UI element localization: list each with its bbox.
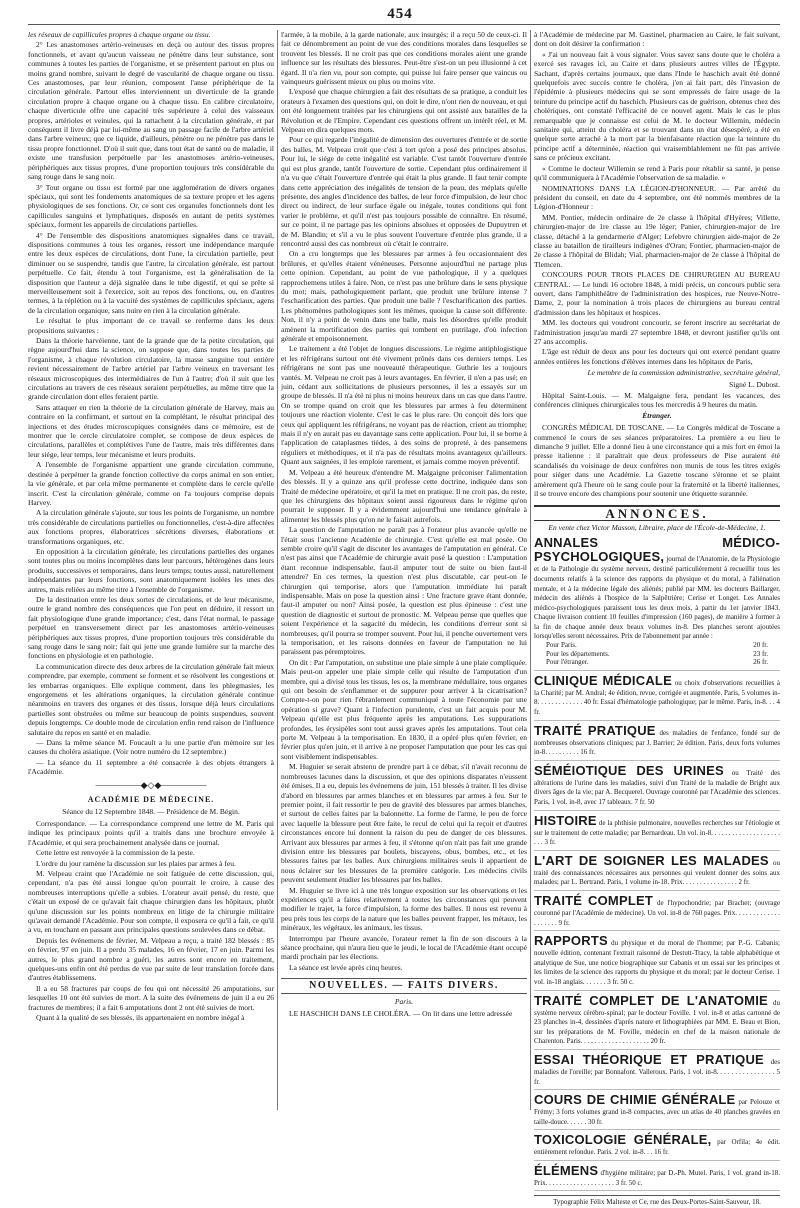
ad-body: par Orfila; 4e édit. entièrement refondue. Paris. 2 vol. in-8. . . 16 fr. [534,1138,781,1157]
paragraph: Depuis les événemens de février, M. Velpeau a reçu, a traité 182 blessés : 85 en février, 97 en juin. Il a perdu 35 malades, 16 en février, 17 en juin. Parmi les autres, le plus grand nombre a guéri, les autres sont encore en traitement, quelques-uns enfin ont été perdus de vue par suite de leur translation forcée dans d'autres établissemens. [28,935,274,983]
paragraph: Sans attaquer en rien la théorie de la circulation générale de Harvey, mais au contraire en la confirmant, et surtout en la complétant, le résultat principal des injections et des études microscopiques consignées dans ce mémoire, est de montrer que le cercle circulatoire complet, se compose de deux espèces de circulations, parallèles et complétives l'une de l'autre, mais très différentes dans leur siége, leur temps, leur mécanisme et leurs produits. [28,402,274,459]
ad-item [534,894,780,931]
ad-item [534,814,780,851]
news-subtitle: Paris. [394,996,414,1006]
price-label: Pour les départements. [546,649,610,658]
paragraph: MM. Pontier, médecin ordinaire de 2e classe à l'hôpital d'Hyères; Villette, chirurgien-major de 1re classe au 19e léger; Panier, chirurgien-major de 1re classe, détaché à la gendarmerie d'Alger; Lefebvre chirurgien aide-major de 2e classe au bataillon de tirailleurs indigènes d'Oran; Fontier, pharmacien-major de 2e classe à l'hôpital de Blidah; Vial, pharmacien-major de 2e classe à l'hôpital de Tlemcen. [534,212,780,269]
ad-item [534,1133,780,1161]
ad-body: du physique et du moral de l'homme; par P.-G. Cabanis; nouvelle édition, contenant l'extrait raisonné de Destutt-Tracy, la table alphabétique et analytique de Sue, une notice biographique sur Cabanis et un essai sur les principes et les limites de la science des rapports du physique et du moral; par le docteur Cerise. 1 vol. in-18 anglais. . . . . . . 3 fr. 50 c. [534,939,780,986]
ads-title: ANNONCES. [534,505,780,521]
ad-item [534,724,780,761]
top-rule [28,24,780,25]
price-value: 23 fr. [753,649,768,658]
ad-item [534,934,780,990]
paragraph: M. Huguier se livre ici à une très longue exposition sur les observations et les expériences qu'il a faites relativement à toutes les circonstances qui peuvent modifier le trajet, la force d'impulsion, la forme des balles. Il nous est revenu à peu près tous les corps de la nature que les balles peuvent frapper, les métaux, les minéraux, les végétaux, les animaux, les tissus. [281,885,527,933]
ad-body: de la phthisie pulmonaire, nouvelles recherches sur l'étiologie et sur le traitement de cette maladie; par Bernardeau. Un vol. in-8. . . . . . . . . . . . . . . . . . . . . . . 3 fr. [534,818,781,847]
paragraph: La question de l'amputation ne paraît pas à l'orateur plus avancée qu'elle ne l'était sous l'ancienne Académie de chirurgie. C'est qu'elle est mal posée. On semble croire qu'il s'agit de discuter les avantages de l'amputation en général. Ce n'est pas ainsi que l'Académie de chirurgie avait posé la question : L'amputation étant reconnue indispensable, faut-il amputer tout de suite ou bien faut-il attendre? En ces termes, la question n'est plus discutable, car peut-on le chirurgien qui temporise, alors que l'amputation immédiate lui paraît indispensable. Mais on pose la question ainsi : Une fracture grave étant donnée, faut-il amputer ou non? Ainsi posée, la question est plus épineuse : c'est une question de diagnostic et surtout de pronostic. M. Velpeau pense que quelles que soient l'expérience et la sagacité du médecin, les conditions d'erreur sont si nombreuses, qu'il pourra se tromper souvent. Pour lui, il penche ouvertement vers la temporisation, et les raisons données en faveur de l'amputation ne lui paraissent pas péremptoires. [281,525,527,657]
paragraph: Interrompu par l'heure avancée, l'orateur remet la fin de son discours à la séance prochaine, qui n'aura lieu que le jeudi, le local de l'Académie étant occupé mardi prochain par les élections. [281,933,527,962]
paragraph: — La séance du 11 septembre a été consacrée à des objets étrangers à l'Académie. [28,757,274,777]
paragraph: Le traitement a été l'objet de longues discussions. Le régime antiphlogistique et les réfrigérans surtout ont été vivement prônés dans ces derniers temps. Les réfrigérans ne sont pas une nouveauté thérapeutique. Guthrie les a toujours vantés. M. Velpeau ne croit pas à leurs avantages. En février, il n'en a pas usé; en juin, cédant aux sollicitations de plusieurs personnes, il les a essayés sur un groupe de blessés. Il n'a été ni plus ni moins heureux dans un cas que dans l'autre. On se trompe quand on croit que les blessures par armes à feu déterminent toujours une réaction violente. C'est le cas le plus rare. On conçoit dès lors que ceux qui appliquent les réfrigérans, ne voyant pas de réaction, crient au triomphe; mais il n'y en aurait pas eu davantage sans cette application. Pour lui, il se borne à l'application de cataplasmes tièdes, à des soins de propreté, à des pansemens réguliers et méthodiques, et il n'a pas de résultats moins avantageux qu'ailleurs. Quant aux saignées, il les emploie rarement, et jamais comme moyen préventif. [281,344,527,467]
ad-title: TRAITÉ PRATIQUE [534,722,656,738]
paragraph: L'ordre du jour ramène la discussion sur les plaies par armes à feu. [36,858,236,868]
paragraph: 2° Les anastomoses artério-veineuses en deçà ou autour des tissus propres fonctionnels, et avant qu'aucun vaisseau ne pénètre dans leur substance, sont communes à toutes les parties de l'organisme, et se présentent partout en plus ou moins grand nombre, suivant le degré de vascularité de chaque organe ou tissu. Ces anastomoses, par leur réunion, composent l'anse périphérique de la circulation générale. Partout elles interviennent un diverticule de la grande circulation propre à chaque organe ou à chaque tissu. En calibre circulatoire, chaque diverticule offre une capacité très supérieure à celui des vaisseaux propres, artérioles et veinules, qui la rattachent à la circulation générale, et par conséquent il livre déjà par lui-même au sang un passage facile de l'arbre artériel dans l'arbre veineux; que ce liquide, d'ailleurs, pénètre ou ne pénètre pas dans le tissu propre fonctionnel. D'où il suit que, dans tout état de santé ou de maladie, il existe une transfusion perpétuelle par les anastomoses artério-veineuses, périphériques aux tissus propres, d'une proportion toujours très considérable du sang rouge dans le sang noir. [28,40,274,182]
ad-item [534,854,780,891]
paragraph: L'exposé que chaque chirurgien a fait des résultats de sa pratique, a conduit les orateurs à l'examen des questions qui, on doit le dire, n'ont rien de nouveau, et qui ont été longuement traitées par les chirurgiens qui ont assisté aux batailles de la Révolution et de l'Empire. Cependant ces questions offrent un intérêt réel, et M. Velpeau en dira quelques mots. [281,87,527,135]
column-1 [28,30,274,1110]
column-3 [534,30,781,1207]
paragraph: 3° Tout organe ou tissu est formé par une agglomération de divers organes spéciaux, qui sont les fondements anatomiques de sa texture propre et les agens physiologiques de ses fonctions. Or, ce sont ces organules fonctionnels dont les capillicules sanguins et lymphatiques, disposés en autant de petits systèmes spéciaux, forment les appareils de circulations partielles. [28,182,274,230]
ad-body: ou Traité des altérations de l'urine dans les maladies, suivi d'un Traité de la maladie de Bright aux divers âges de la vie; par A. Becquerel. Ouvrage couronné par l'Académie des sciences. Paris, 1 vol. in-8, avec 17 tableaux. 7 fr. 50 [534,768,781,806]
column-divider [530,30,531,1110]
ad-title: ÉLÉMENS [534,1162,599,1178]
column-2 [281,30,527,1110]
ad-item [534,674,780,721]
paragraph: M. Velpeau a été heureux d'entendre M. Malgaigne préconiser l'alimentation des blessés. Il y a quinze ans qu'il professe cette doctrine, indiquée dans son Traité de médecine opératoire, et qu'il la met en pratique. Il ne croit pas, du reste, que les chirurgiens des hôpitaux soient aussi rigoureux dans le régime qu'on pourrait le supposer. Il y a évidemment aujourd'hui une tendance générale à alimenter les blessés plus qu'on ne le faisait autrefois. [281,467,527,524]
paragraph: A l'ensemble de l'organisme appartient une grande circulation commune, destinée à perpétuer la grande fonction collective du corps animal en son entier, la vie générale, et par cela même permanente et complète dans le cercle qu'elle inscrit. C'est la circulation générale, comme on l'a toujours comprise depuis Harvey. [28,460,274,507]
ad-title: COURS DE CHIMIE GÉNÉRALE [534,1092,736,1108]
ad-title: RAPPORTS [534,933,608,949]
paragraph: les réseaux de capillicules propres à chaque organe ou tissu. [28,30,211,39]
ad-item [534,994,780,1050]
paragraph: CONCOURS POUR TROIS PLACES DE CHIRURGIEN AU BUREAU CENTRAL. — Le lundi 16 octobre 1848, à midi précis, un concours public sera ouvert, dans l'amphithéâtre de l'administration des hospices, rue Neuve-Notre-Dame, 2, pour la nomination à trois places de chirurgiens au bureau central d'admission dans les hôpitaux et hospices. [534,270,780,317]
paragraph: l'armée, à la mobile, à la garde nationale, aux insurgés; il a reçu 50 de ceux-ci. Il fait ce dénombrement au point de vue des conditions morales dans lesquelles se trouvent les blessés. Il ne croit pas que ces conditions morales aient une grande influence sur les résultats des blessures. Peut-être s'est-on un peu illusionné à cet égard. Il n'a rien vu, pour son compte, qui puisse lui faire penser que vaincus ou vainqueurs guérissent mieux ou plus ou moins vite. [281,30,527,87]
paragraph: Quant à la qualité de ses blessés, ils appartenaient en nombre inégal à [36,1013,245,1023]
ad-body: ou traité des connaissances nécessaires aux personnes qui veulent donner des soins aux malades; par L. Bertrand. Paris, 1 volume in-18. Prix. . . . . . . . . . . . . . . . 2 fr. [534,858,781,887]
paragraph: MM. les docteurs qui voudront concourir, se feront inscrire au secrétariat de l'administration jusqu'au mardi 27 septembre 1848, et devront justifier qu'ils ont 27 ans accomplis. [534,318,780,346]
ad-body: journal de l'Anatomie, de la Physiologie et de la Pathologie du système nerveux, destiné particulièrement à recueillir tous les documents relatifs à la science des rapports du physique et du moral, à l'aliénation mentale, et à la médecine légale des aliénés; publié par MM. les docteurs Baillarger, médecin des aliénés à l'hospice de la Salpêtrière; Cerise et Longet. Les Annales médico-psychologiques paraissent tous les deux mois, à partir du 1er janvier 1843. Chaque livraison contient 10 feuilles d'impression (160 pages), de manière à former à la fin de chaque année deux beaux volumes in-8. Des planches seront ajoutées lorsqu'elles seront nécessaires. Prix de l'abonnement par année : [534,555,781,641]
paragraph: Il a eu 58 fractures par coups de feu qui ont nécessité 26 amputations, sur lesquelles 10 ont été suivies de mort. A la suite des événemens de juin il a eu 26 fractures de membres; il a fait 6 amputations dont 2 ont été suivies de mort. [28,983,274,1012]
paragraph: Correspondance. — La correspondance comprend une lettre de M. Paris qui indique les principaux points qu'il a traités dans une brochure envoyée à l'Académie, et qui sera prochainement analysée dans ce journal. [28,818,274,847]
paragraph: « Comme le docteur Willemin se rend à Paris pour rétablir sa santé, je pense qu'il communiquera à l'Académie l'observation de sa maladie. » [534,163,780,183]
paragraph: En opposition à la circulation générale, les circulations partielles des organes sont toutes plus ou moins incomplètes dans leur parcours, hétérogènes dans leurs produits, successives et temporaires, dans leurs temps; toutes aussi, naturellement indépendantes par leurs fonctions, sont anatomiquement isolées les unes des autres, mais reliées au même titre à l'ensemble de l'organisme. [28,546,274,594]
ad-title: TRAITÉ COMPLET DE L'ANATOMIE [534,992,768,1008]
price-value: 20 fr. [753,641,768,650]
price-row [534,641,780,650]
page-number: 454 [387,6,413,22]
ornament-divider: —————◆◇◆————— [95,779,207,790]
ad-body: ou choix d'observations recueillies à la Charité; par M. Andral; 4e édition, revue, corrigée et augmentée. Paris, 5 volumes in-8. . . . . . . . . . . . . 40 fr. Essai d'hématologie pathologique; par le même. Paris, in-8. . . 4 fr. [534,678,780,717]
ad-item [534,764,780,811]
paragraph: A la circulation générale s'ajoute, sur tous les points de l'organisme, un nombre très considérable de circulations partielles ou fonctionnelles, c'est-à-dire affectées aux fonctions propres, élaboratrices sécrétions diverses, élaborations et transformations organiques, etc. [28,508,274,546]
paragraph: La communication directe des deux arbres de la circulation générale fait mieux comprendre, par exemple, comment se forment et se résolvent les congestions et les embarras organiques. Elle explique comment, dans les phlegmasies, les engorgemens et les altérations organiques, la circulation générale continue néanmoins en travers des organes et des tissus, lorsque déjà leurs circulations partielles sont obstruées ou même sur beaucoup de points suspendues, souvent depuis longtemps. Ce double mode de circulation enfin rend raison de l'influence salutaire du repos en santé et en maladie. [28,661,274,737]
paragraph: Hôpital Saint-Louis. — M. Malgaigne fera, pendant les vacances, des conférences cliniques chirurgicales tous les mercredis à 9 heures du matin. [534,391,780,410]
paragraph: De la destination entre les deux sortes de circulations, et de leur mécanisme, outre le grand nombre des conséquences que l'on peut en déduire, il ressort un fait physiologique d'une grande importance; c'est, dans l'état normal, le passage perpétuel en transversement direct par les anastomoses artério-veineuses périphériques aux tissus propres, d'une proportion toujours très considérable du sang rouge dans le sang noir; fait qui jette une grande lumière sur la marche des fonctions en physiologie et en pathologie. [28,594,274,661]
ad-item [534,1053,780,1090]
ad-body: du système nerveux cérébro-spinal; par le docteur Foville. 1 vol. in-8 et atlas cartonné de 23 planches in-4, dessinées d'après nature et lithographiées par MM. E. Beau et Bion, sur les préparations de M. Foville, médecin en chef de la maison nationale de Charenton. Paris. . . . . . . . . . . . . . . . . . . . 20 fr. [534,998,781,1046]
paragraph: 4° De l'ensemble des dispositions anatomiques signalées dans ce travail, dispositions communes à tous les organes, ressort une indépendance marquée entre les deux espèces de circulations, dont l'une, la circulation partielle, peut diminuer ou se suspendre, tandis que l'autre, la circulation générale, est partout perpétuelle. Ce fait, étendu à tout l'organisme, est la généralisation de la disposition que l'auteur a déjà signalée dans le tube digestif, et qui se prête si merveilleusement soit à l'exercice, soit au repos des fonctions, ou, en d'autres termes, à la réplétion ou à la vacuité des systèmes de capillicules spéciaux, agens de la circulation organique, sans nuire en rien à la circulation générale. [28,230,274,315]
price-label: Pour Paris. [546,641,577,650]
paragraph: — Dans la même séance M. Foucault a lu une partie d'un mémoire sur les causes du choléra asiatique. (Voir notre numéro du 12 septembre.) [28,738,274,757]
printer-footer: Typographie Félix Malteste et Ce, rue des Deux-Portes-Saint-Sauveur, 18. [534,1195,780,1207]
signature-line: Le membre de la commission administrative, secrétaire général, [587,368,780,378]
paragraph: Dans la théorie harvéienne, tant de la grande que de la petite circulation, qui règne aujourd'hui dans la science, on suppose que, dans toutes les parties de l'organisme, à chaque révolution circulatoire, la masse sanguine tout entière revient nécessairement de l'arbre artériel par l'arbre veineux en traversant les réseaux microscopiques des intermédiaires de l'un à l'autre; d'où il suit que les circulations au travers de ces réseaux seraient perpétuelles, au même titre que la grande circulation dont elles feraient partie. [28,336,274,402]
ad-title: ANNALES MÉDICO-PSYCHOLOGIQUES, [534,535,780,565]
ad-title: ESSAI THÉORIQUE ET PRATIQUE [534,1051,764,1067]
ad-body: de l'hypochondrie; par Brachet; (ouvrage couronné par l'Académie de médecine). Un vol. in-8 de 760 pages. Prix. . . . . . . . . . . . . . . . . . . . 9 fr. [534,898,781,927]
paragraph: Pour ce qui regarde l'inégalité de dimension des ouvertures d'entrée et de sortie des balles, M. Velpeau croit que c'est à tort qu'on a posé des principes absolus. Pour lui, le siége de cette inégalité est variable. C'est tantôt l'ouverture d'entrée qui est plus grande, tantôt l'ouverture de sortie. Cependant plus ordinairement il n'a vu que c'était l'ouverture d'entrée qui était la plus grande. Il faut tenir compte dans cette appréciation des inégalités de tension de la peau, des méplats qu'elle présente, des angles d'incidence des balles, de leur force d'impulsion, de leur choc direct ou indirect, de leur surface égale ou inégale, toutes conditions qui font varier le problème, et qu'il n'est pas toujours possible de connaître. En résumé, sur ce point, il ne partage pas les opinions absolues et opposées de Dupuytren et de M. Blandin; et s'il a vu le plus souvent l'ouverture d'entrée plus grande, il a rencontré aussi des cas nombreux où c'était le contraire. [281,135,527,248]
paragraph: CONGRÈS MÉDICAL DE TOSCANE. — Le Congrès médical de Toscane a commencé le cours de ses séances préparatoires. La première a eu lieu le dimanche 9 juillet. Elle a donné lieu à une circonstance qui a mis fort en émoi la presse italienne : il paraîtrait que deux professeurs de Pise auraient été scandalisés du voisinage de deux confrères non munis de tous les titres exigés pour siéger dans une Académie. La Gazette toscane s'étonne et se plaint amèrement qu'à l'heure où le sang coule pour la fraternité et la liberté italiennes, il se trouve encore des champions pour soutenir une étiquette surannée. [534,423,780,499]
ad-body: par Pelouze et Frémy; 3 forts volumes grand in-8 compactes, avec un atlas de 40 planches gravées en taille-douce. . . . . . 30 fr. [534,1098,780,1126]
column-divider [277,30,278,1110]
paragraph: LE HASCHICH DANS LE CHOLÉRA. — On lit dans une lettre adressée [289,1009,513,1019]
ad-title: SÉMÉIOTIQUE DES URINES [534,762,724,778]
paragraph: La séance est levée après cinq heures. [289,962,403,972]
ad-item [534,536,780,671]
paragraph: M. Huguier se serait abstenu de prendre part à ce débat, s'il n'avait reconnu de nombreuses lacunes dans la discussion, et que des opinions disparates n'eussent été émises. Il a eu, depuis les événemens de juin, 151 blessés à traiter. Il les divise d'abord en blessures par armes blanches et en blessures par armes à feu. Sur le premier point, il fait ressortir le peu de gravité des blessures par armes blanches, et surtout de celles faites par la baïonnette. La forme de l'arme, le peu de force avec laquelle la blessure peut être faite, le recul de celui qui la reçoit et d'autres circonstances encore lui donnent la raison du peu de danger de ces blessures. Arrivant aux blessures par armes à feu, il s'étonne qu'on n'ait pas fait une grande division entre les blessures par boulets, biscayens, obus, bombes, etc., et les blessures faites par les balles. Aux chirurgiens militaires seuls il appartient de nous éclairer sur les blessures de la première catégorie. Les médecins civils peuvent seulement étudier les blessures par les balles. [281,762,527,885]
ad-title: HISTOIRE [534,812,597,828]
section-title: Étranger. [642,410,672,420]
price-label: Pour l'étranger. [546,658,589,667]
ad-item [534,1164,780,1192]
section-subtitle: Séance du 12 Septembre 1848. — Présidence de M. Bégin. [62,806,240,816]
paragraph: « J'ai un nouveau fait à vous signaler. Vous savez sans doute que le choléra a exercé ses ravages ici, au Caire et dans plusieurs autres villes de l'Égypte. Sachant, d'après certains journaux, que dans l'Inde le haschich avait été donné quelquefois avec succès contre le choléra, j'en ai fait part, dès l'invasion de l'épidémie à plusieurs médecins qui se sont empressés de faire usage de la teinture du principe actif du haschich. Plusieurs cas de guérison, obtenus chez des cholériques, ont constaté l'efficacité de ce nouvel agent. Mais le cas le plus remarquable que je connaisse est celui de M. le docteur Willemin, médecin sanitaire qui, atteint du choléra et se trouvant dans un état désespéré, a été en quelque sorte arraché à la mort par la bienfaisante réaction que la teinture du principe actif a déterminée, réaction qui vraisemblablement ne fût pas arrivée sans ce précieux excitant. [534,49,780,163]
paragraph: Cette lettre est renvoyée à la commission de la peste. [36,848,195,858]
paragraph: NOMINATIONS DANS LA LÉGION-D'HONNEUR. — Par arrêté du président du conseil, en date du 4 septembre, ont été nommés membres de la Légion-d'Honneur : [534,183,780,212]
paragraph: On a cru longtemps que les blessures par armes à feu occasionnaient des brûlures, et qu'elles étaient vénéneuses. Personne aujourd'hui ne partage plus cette opinion. Cependant, au point de vue pathologique, il y a quelques rapprochemens utiles à faire. Non, ce n'est pas une brûlure dans le sens physique du mot; mais, pathologiquement parlant, que produit une brûlure intense ? l'escharification des parties. Que produit une balle ? l'escharification des parties. Les phénomènes pathologiques sont les mêmes, quoique la cause soit différente. Non, il n'y a point de venin dans une balle, mais les désordres qu'elle produit amènent la mortification des parties qui tombent en putrilage, d'où infection générale et empoisonnement. [281,249,527,343]
ad-title: L'ART DE SOIGNER LES MALADES [534,852,769,868]
ad-title: CLINIQUE MÉDICALE [534,672,672,688]
ad-body: d'hygiène militaire; par D.-Ph. Mutel. Paris, 1 vol. grand in-18. Prix. . . . . . . . . . . . . . . . . . . . 3 fr. 50 c. [534,1168,780,1187]
signature: Signé L. Dubost. [729,379,780,389]
section-title: ACADÉMIE DE MÉDECINE. [87,795,215,805]
ad-title: TRAITÉ COMPLET [534,892,653,908]
ad-body: des maladies de l'enfance, fondé sur de nombreuses observations cliniques; par J. Barrier; 2e édition. Paris, deux forts volumes in-8. . . . . . . . . . 16 fr. [534,728,780,757]
price-row [534,658,780,667]
ad-body: des maladies de l'oreille; par Bonnafont. Valleroux. Paris, 1 vol. in-8. . . . . . . . . . . . . . . . 5 fr. [534,1057,780,1086]
price-value: 26 fr. [753,658,768,667]
paragraph: On dit : Par l'amputation, on substitue une plaie simple à une plaie compliquée. Mais peut-on appeler une plaie simple celle qui résulte de l'amputation d'un membre, qui a divisé tous les tissus, les os, la membrane médullaire, tous organes qui ont besoin de s'enflammer et de suppurer pour arriver à la cicatrisation? Compte-t-on pour rien l'ébranlement communiqué à toute l'économie par une opération si grave? Quant à l'infection purulente, c'est un fait acquis pour M. Velpeau qu'elle est plus fréquente après les amputations. Les suppurations profondes, les érysipèles sont tout aussi graves après les amputations. Tout cela porte M. Velpeau à la temporisation. En 1830, il a opéré plus qu'en février, en février plus qu'en juin, et il arrive à ne proposer l'amputation que pour les cas qui sont visiblement indispensables. [281,657,527,761]
paragraph: Le résultat le plus important de ce travail se renferme dans les deux propositions suivantes : [28,316,274,335]
ad-item [534,1093,780,1130]
paragraph: L'âge est réduit de deux ans pour les docteurs qui ont exercé pendant quatre années entières les fonctions d'élèves internes dans les hôpitaux de Paris, [534,347,780,366]
paragraph: à l'Académie de médecine par M. Gastinel, pharmacien au Caire, le fait suivant, dont on doit désirer la confirmation : [534,30,780,49]
news-title: NOUVELLES. — FAITS DIVERS. [281,978,527,993]
ad-title: TOXICOLOGIE GÉNÉRALE, [534,1132,712,1148]
ads-subtitle: En vente chez Victor Masson, Libraire, place de l'École-de-Médecine, 1. [548,522,766,532]
paragraph: M. Velpeau craint que l'Académie ne soit fatiguée de cette discussion, qui, cependant, n'a pas été aussi longue qu'on pourrait le croire, à cause des nombreuses interruptions qu'elle a subies. L'orateur avait pensé, du reste, que c'était un exposé de ce qu'avait fait chaque chirurgien dans les hôpitaux, plutôt qu'une discussion sur les points nombreux en litige de la chirurgie militaire qu'avait demandé l'Académie. Pour son compte, il exposera ce qu'il a fait, ce qu'il a vu, en touchant en passant aux principales questions soulevées dans ce débat. [28,868,274,935]
price-row [534,650,780,659]
